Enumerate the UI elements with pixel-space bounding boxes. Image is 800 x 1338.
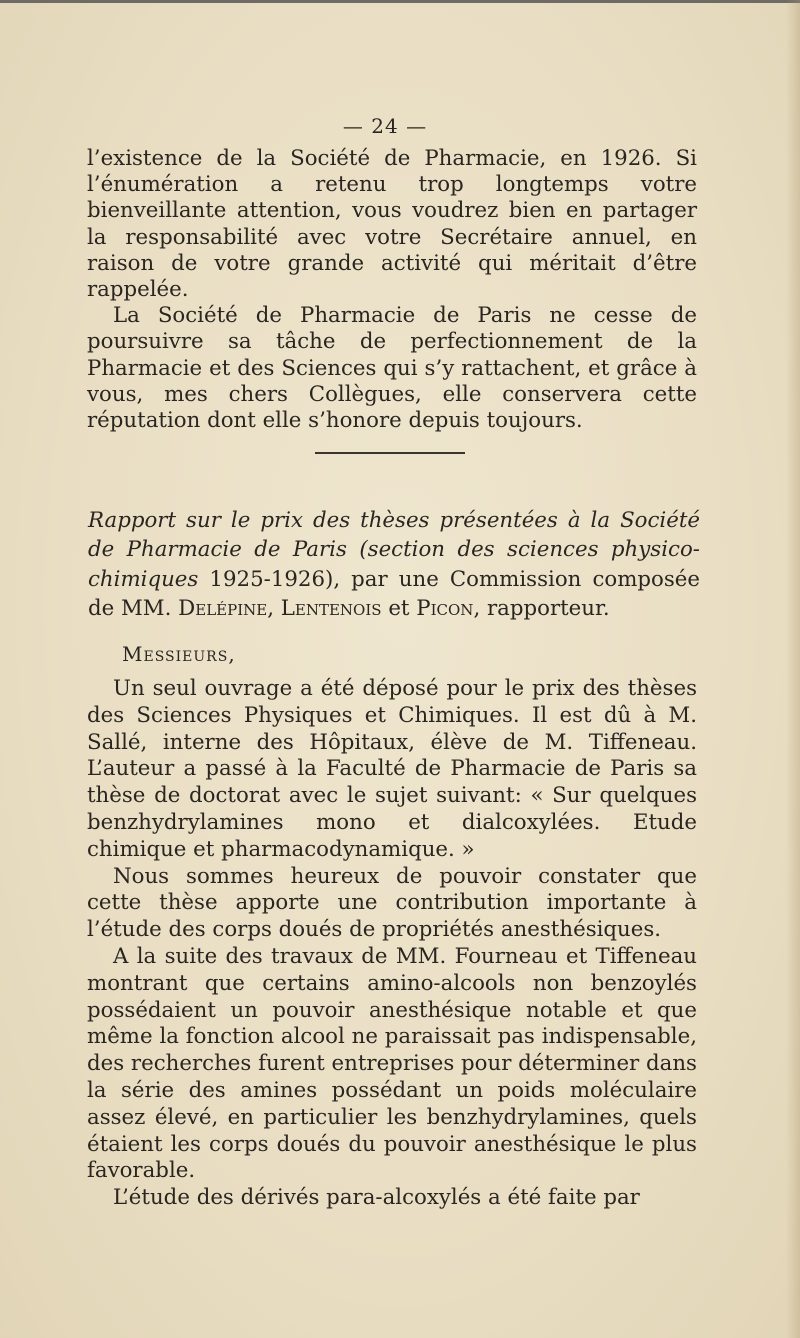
report-body — [87, 676, 697, 1212]
page-number: — 24 — — [342, 114, 428, 138]
section-divider — [315, 452, 465, 454]
intro-text — [87, 146, 697, 434]
report-conjunction: et — [388, 596, 410, 622]
body-paragraph-2: Nous sommes heureux de pouvoir constater que cette thèse apporte une contribution importante à l’étude des corps doués de propriétés anesthésiques. — [87, 863, 697, 943]
body-paragraph-1: Un seul ouvrage a été déposé pour le prix des thèses des Sciences Physiques et Chimiques. Il est dû à M. Sallé, interne des Hôpitaux, élève de M. Tiffeneau. L’auteur a passé à la Faculté de Pharmacie de Paris sa thèse de doctorat avec le sujet suivant: « Sur quelques benzhydrylamines mono et dialcoxylées. Etude chimique et pharmacodynamique. » — [87, 676, 697, 862]
salutation: Messieurs, — [122, 642, 236, 666]
page-right-edge-shadow — [786, 0, 800, 1338]
report-member-picon: Picon — [416, 596, 474, 622]
body-paragraph-4: L’étude des dérivés para-alcoxylés a été faite par — [113, 1185, 640, 1211]
report-heading: Rapport sur le prix des thèses présentées à la Société de Pharmacie de Paris (section des sciences physico-chimiques 1925-1926), par une Commission composée de MM. Delépine, Lentenois et Picon, rapporteur. — [88, 508, 700, 622]
report-title: Rapport sur le prix des thèses présentées à la Société de Pharmacie de Paris (section des sciences physico-chimiques — [88, 508, 700, 592]
intro-paragraph-2: La Société de Pharmacie de Paris ne cesse de poursuivre sa tâche de perfectionnement de la Pharmacie et des Sciences qui s’y rattachent, et grâce à vous, mes chers Collègues, elle conservera cette réputation dont elle s’honore depuis toujours. — [87, 303, 697, 434]
page-top-edge — [0, 0, 800, 3]
report-years: 1925-1926 — [209, 566, 326, 592]
report-role: , rapporteur. — [473, 596, 610, 622]
report-member-lentenois: Lentenois — [280, 596, 382, 622]
report-commission: ), par une Commission composée de MM. — [88, 566, 700, 622]
body-paragraph-3: A la suite des travaux de MM. Fourneau et Tiffeneau montrant que certains amino-alcools non benzoylés possédaient un pouvoir anesthésique notable et que même la fonction alcool ne paraissait pas indispensable, des recherches furent entreprises pour déterminer dans la série des amines possédant un poids moléculaire assez élevé, en particulier les benzhydrylamines, quels étaient les corps doués du pouvoir anesthésique le plus favorable. — [87, 943, 697, 1184]
report-member-delepine: Delépine — [178, 596, 268, 622]
intro-paragraph-1: l’existence de la Société de Pharmacie, en 1926. Si l’énumération a retenu trop longtemps votre bienveillante attention, vous voudrez bien en partager la responsabilité avec votre Secrétaire annuel, en raison de votre grande activité qui méritait d’être rappelée. — [87, 146, 697, 303]
